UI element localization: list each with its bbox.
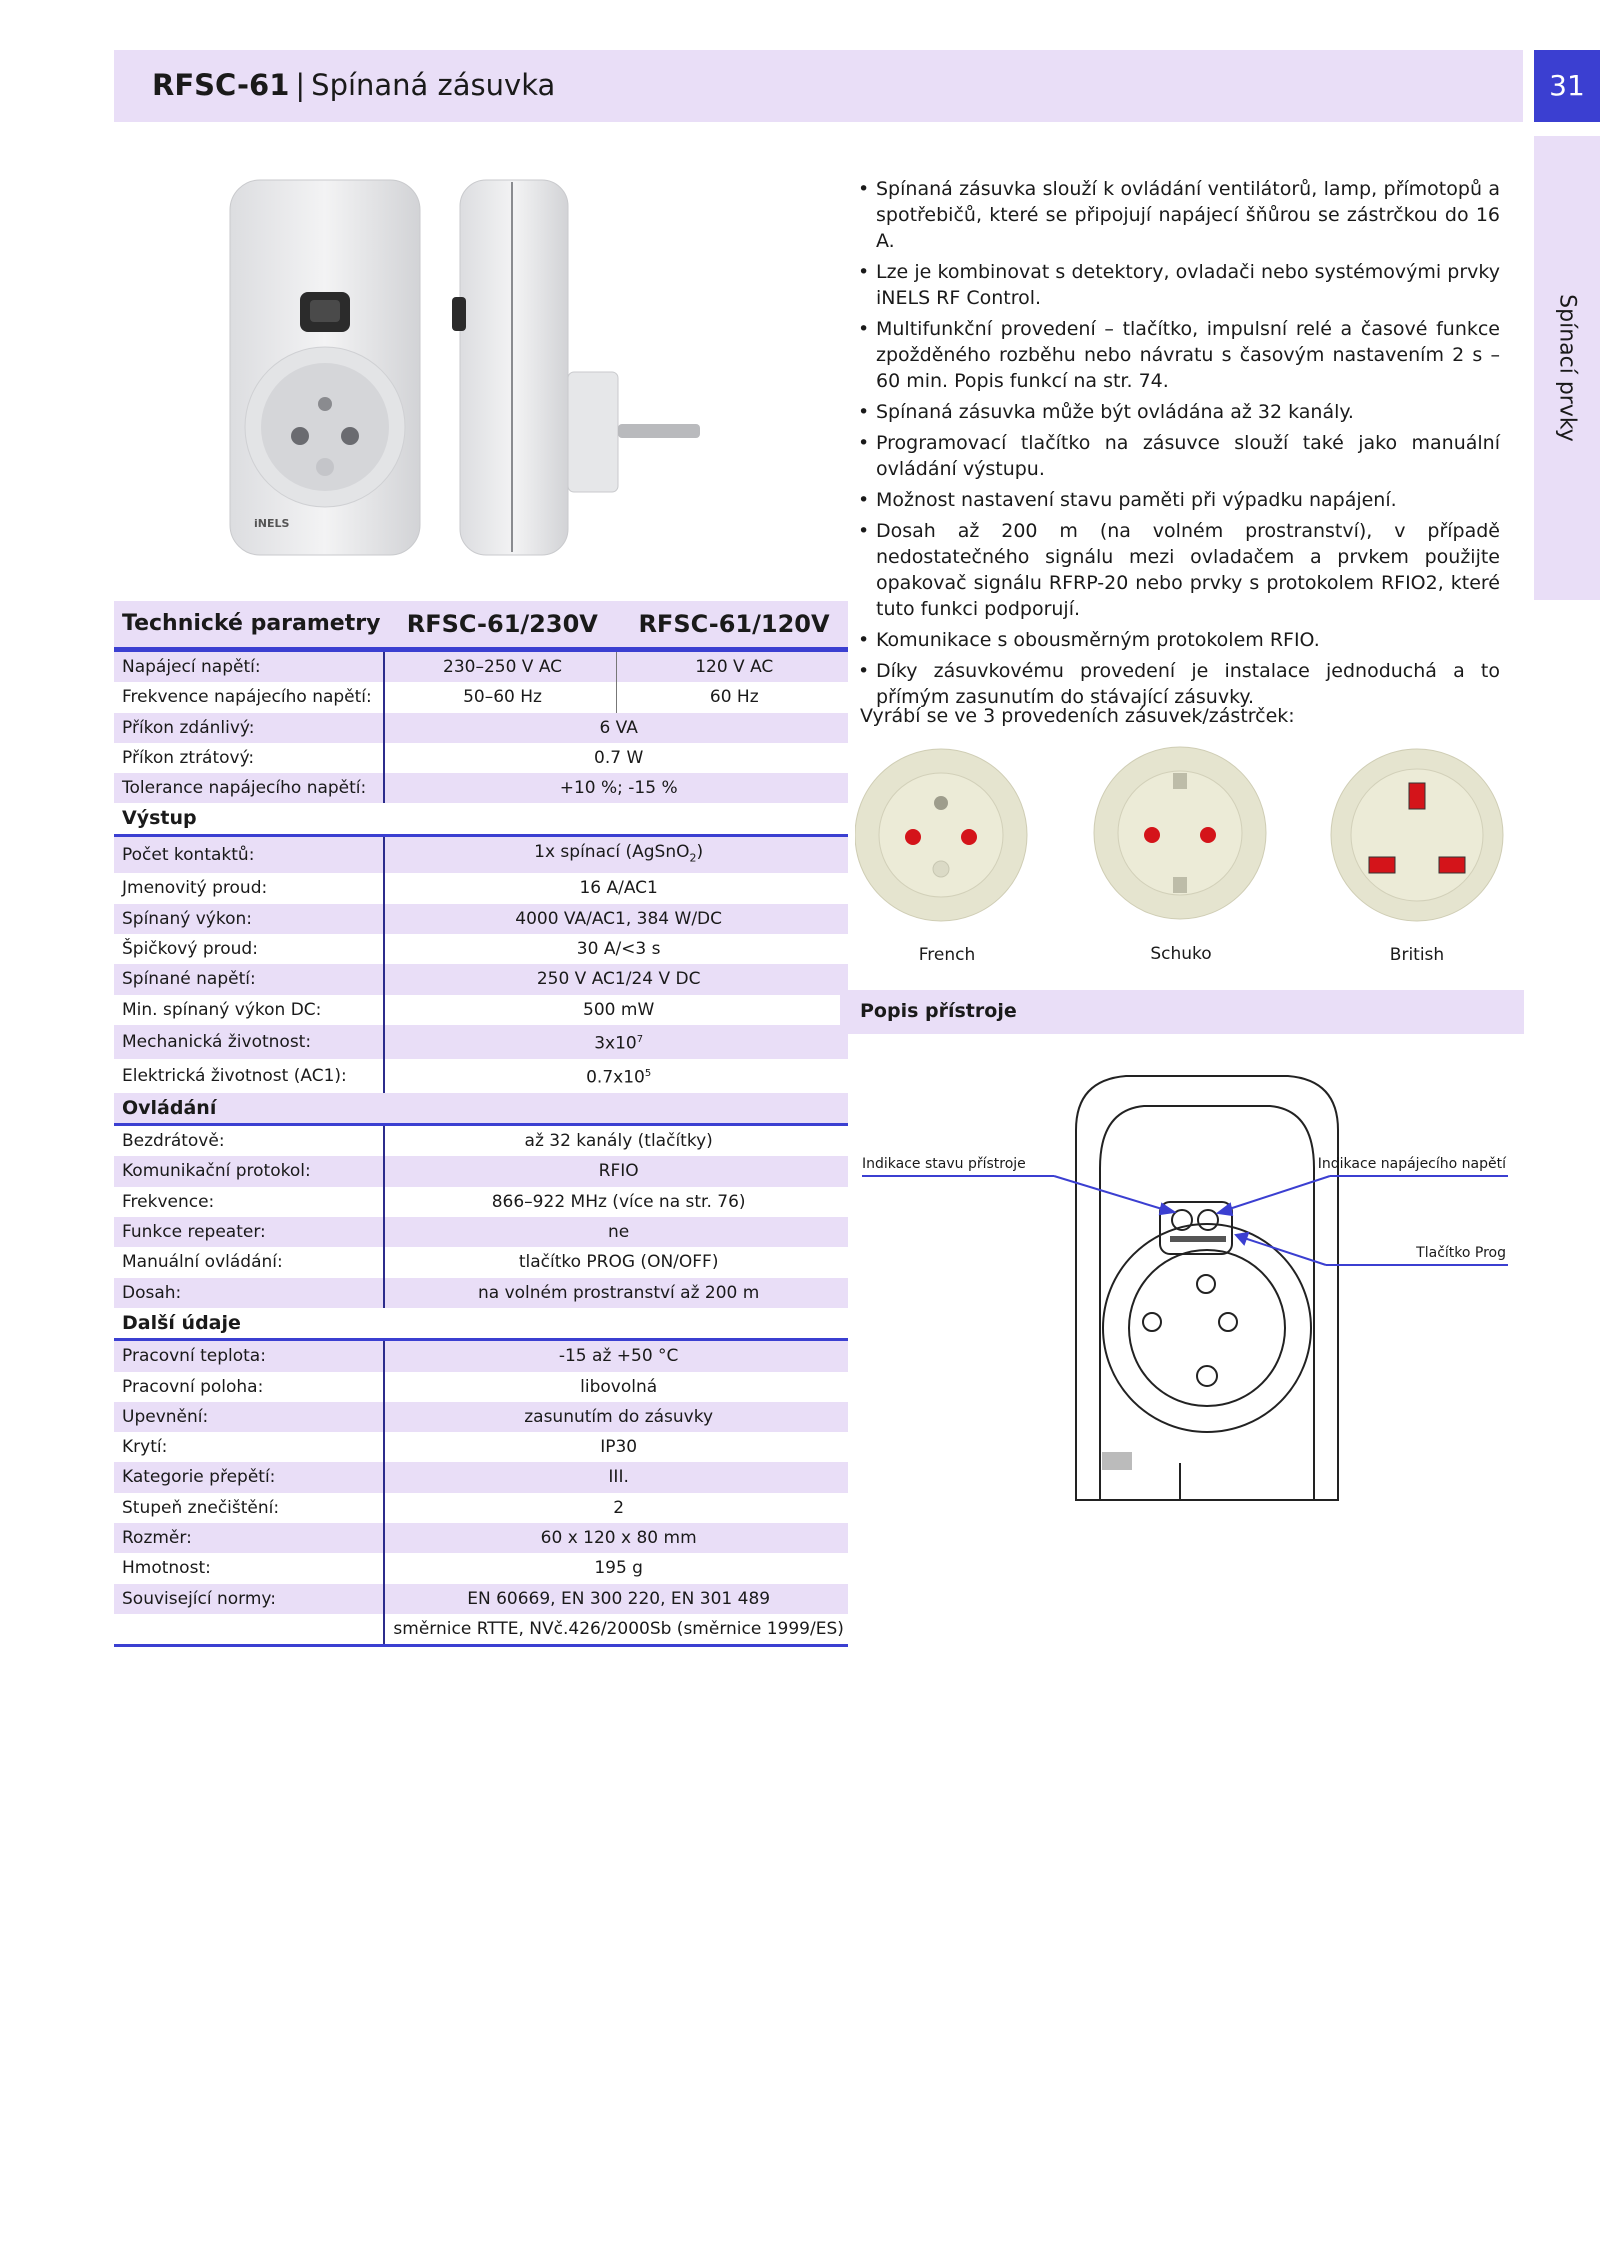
section-header: [114, 1308, 848, 1340]
table-row: [114, 1025, 848, 1059]
row-value: zasunutím do zásuvky: [384, 1402, 847, 1432]
list-item: • Dosah až 200 m (na volném prostranství), v případě nedostatečného signálu mezi ovladačem a prvkem použijte opakovač signálu RFRP-20 nebo prvky s protokolem RFIO2, které tuto funkci podporují.: [858, 518, 1500, 622]
row-value: 250 V AC1/24 V DC: [384, 964, 847, 994]
table-row: [114, 1059, 848, 1093]
row-label: Frekvence:: [114, 1187, 384, 1217]
page-title: [152, 68, 555, 102]
row-value: ne: [384, 1217, 847, 1247]
row-label: Dosah:: [114, 1278, 384, 1308]
elec-value: 0.7x10: [586, 1067, 645, 1088]
row-value: 195 g: [594, 1558, 643, 1579]
row-value-120v: 60 Hz: [709, 687, 759, 708]
table-row: [114, 1340, 848, 1372]
row-value: -15 až +50 °C: [384, 1340, 847, 1372]
table-row: [114, 1402, 848, 1432]
table-row: [114, 934, 848, 964]
table-row: [114, 1493, 848, 1523]
table-row: [114, 964, 848, 994]
table-row: [114, 873, 848, 903]
table-row: [114, 1462, 848, 1492]
row-value: [384, 1025, 847, 1059]
row-label: Tolerance napájecího napětí:: [114, 773, 384, 803]
table-row: [114, 1217, 848, 1247]
variant-label-schuko: Schuko: [1150, 944, 1212, 964]
description-title: Popis přístroje: [860, 1000, 1017, 1022]
row-label: Počet kontaktů:: [114, 835, 384, 873]
label-prog-button: Tlačítko Prog: [1416, 1245, 1506, 1261]
row-label: [114, 1614, 384, 1646]
row-value: 60 x 120 x 80 mm: [384, 1523, 847, 1553]
product-photos: [222, 172, 702, 562]
list-item: • Programovací tlačítko na zásuvce slouží také jako manuální ovládání výstupu.: [858, 430, 1500, 482]
contacts-value: 1x spínací (AgSnO: [534, 841, 690, 862]
product-side-view: [452, 180, 700, 555]
list-item: • Komunikace s obousměrným protokolem RFIO.: [858, 627, 1500, 653]
row-label: Kategorie přepětí:: [114, 1462, 384, 1492]
row-label: Pracovní teplota:: [114, 1340, 384, 1372]
row-value: 16 A/AC1: [579, 878, 658, 899]
col-header-230v: RFSC-61/230V: [384, 601, 616, 650]
row-label: Hmotnost:: [114, 1553, 384, 1583]
section-title-output: Výstup: [114, 803, 848, 835]
row-value: EN 60669, EN 300 220, EN 301 489: [384, 1584, 847, 1614]
list-item: • Spínaná zásuvka slouží k ovládání ventilátorů, lamp, přímotopů a spotřebičů, které se připojují napájecí šňůrou se zástrčkou do 16 A.: [858, 176, 1500, 254]
device-outline: [1076, 1076, 1338, 1500]
row-label: Příkon ztrátový:: [114, 743, 384, 773]
elec-exponent: 5: [644, 1067, 652, 1079]
row-value: 866–922 MHz (více na str. 76): [491, 1191, 746, 1212]
section-header: [114, 1093, 848, 1125]
row-value-120v: 120 V AC: [616, 650, 848, 683]
table-row: [114, 1553, 848, 1583]
row-value: III.: [384, 1462, 847, 1492]
col-header-120v: RFSC-61/120V: [616, 601, 848, 650]
list-item: • Lze je kombinovat s detektory, ovladači nebo systémovými prvky iNELS RF Control.: [858, 259, 1500, 311]
feature-list: [858, 176, 1500, 715]
variant-label-british: British: [1389, 945, 1445, 965]
section-header: [114, 803, 848, 835]
table-row: [114, 773, 848, 803]
section-title-other: Další údaje: [114, 1308, 848, 1340]
row-label: Krytí:: [114, 1432, 384, 1462]
row-label: Spínané napětí:: [114, 964, 384, 994]
row-label: Špičkový proud:: [114, 934, 384, 964]
variants-intro: Vyrábí se ve 3 provedeních zásuvek/zástrček:: [860, 705, 1295, 727]
list-item: • Možnost nastavení stavu paměti při výpadku napájení.: [858, 487, 1500, 513]
table-row: [114, 995, 848, 1025]
label-status-indicator: Indikace stavu přístroje: [862, 1156, 1026, 1172]
mech-value: 3x10: [594, 1033, 637, 1054]
variant-label-french: French: [918, 945, 976, 965]
british-socket-icon: [1331, 749, 1503, 921]
row-label: Stupeň znečištění:: [114, 1493, 384, 1523]
product-front-view: [230, 180, 420, 555]
row-label: Elektrická životnost (AC1):: [114, 1059, 384, 1093]
table-row: [114, 1614, 848, 1646]
row-label: Rozměr:: [114, 1523, 384, 1553]
device-diagram: [840, 1060, 1530, 1510]
table-row: [114, 1247, 848, 1277]
table-row: [114, 1523, 848, 1553]
page-header: [114, 50, 1523, 122]
row-label: Min. spínaný výkon DC:: [114, 995, 384, 1025]
table-row: [114, 835, 848, 873]
row-value: tlačítko PROG (ON/OFF): [518, 1252, 719, 1273]
row-value: 4000 VA/AC1, 384 W/DC: [384, 904, 847, 934]
row-value: až 32 kanály (tlačítky): [524, 1131, 713, 1152]
table-row: [114, 1125, 848, 1157]
table-row: [114, 1278, 848, 1308]
brand-logo-mark: [1102, 1452, 1132, 1470]
row-label: Frekvence napájecího napětí:: [114, 682, 384, 712]
row-value: 500 mW: [583, 999, 655, 1020]
row-label: Jmenovitý proud:: [114, 873, 384, 903]
row-label: Pracovní poloha:: [114, 1372, 384, 1402]
callout-lines: [862, 1176, 1508, 1265]
table-row: [114, 1584, 848, 1614]
french-socket-icon: [855, 749, 1027, 921]
row-value: na volném prostranství až 200 m: [384, 1278, 847, 1308]
spec-table-header: [114, 601, 848, 650]
row-label: Upevnění:: [114, 1402, 384, 1432]
table-row: [114, 743, 848, 773]
title-separator: |: [295, 68, 306, 102]
schuko-socket-icon: [1094, 747, 1266, 919]
table-row: [114, 650, 848, 683]
row-value: 30 A/<3 s: [576, 939, 661, 960]
socket-variants: [855, 745, 1515, 975]
row-value-230v: 50–60 Hz: [384, 682, 616, 712]
table-row: [114, 682, 848, 712]
row-value: libovolná: [580, 1376, 658, 1397]
row-label: Manuální ovládání:: [114, 1247, 384, 1277]
row-value: RFIO: [384, 1156, 847, 1186]
row-label: Bezdrátově:: [114, 1125, 384, 1157]
row-label: Napájecí napětí:: [114, 650, 384, 683]
list-item: • Díky zásuvkovému provedení je instalace jednoduchá a to přímým zasunutím do stávající zásuvky.: [858, 658, 1500, 710]
row-label: Funkce repeater:: [114, 1217, 384, 1247]
row-label: Spínaný výkon:: [114, 904, 384, 934]
row-value-230v: 230–250 V AC: [384, 650, 616, 683]
row-value: směrnice RTTE, NVč.426/2000Sb (směrnice 1999/ES): [384, 1614, 847, 1646]
side-tab: [1534, 136, 1600, 600]
spec-table-title: Technické parametry: [114, 601, 384, 650]
row-value: [384, 1059, 847, 1093]
table-row: [114, 1372, 848, 1402]
prog-button-label-mark: [1170, 1236, 1226, 1242]
row-value: 6 VA: [384, 713, 847, 743]
contacts-value-end: ): [696, 841, 704, 862]
page-number: 31: [1534, 50, 1600, 122]
label-power-indicator: Indikace napájecího napětí: [1317, 1156, 1506, 1172]
row-value: IP30: [600, 1437, 638, 1458]
list-item: • Multifunkční provedení – tlačítko, impulsní relé a časové funkce zpožděného rozběhu nebo návratu s časovým nastavením 2 s – 60 min. Popis funkcí na str. 74.: [858, 316, 1500, 394]
table-row: [114, 1187, 848, 1217]
table-row: [114, 1156, 848, 1186]
side-tab-label: Spínací prvky: [1554, 294, 1580, 442]
section-title-control: Ovládání: [114, 1093, 848, 1125]
row-value: +10 %; -15 %: [384, 773, 847, 803]
brand-logo: iNELS: [254, 517, 290, 530]
row-label: Příkon zdánlivý:: [114, 713, 384, 743]
table-row: [114, 904, 848, 934]
row-value: 2: [613, 1497, 625, 1518]
row-label: Související normy:: [114, 1584, 384, 1614]
row-value: [384, 835, 847, 873]
row-label: Komunikační protokol:: [114, 1156, 384, 1186]
contacts-subscript: 2: [689, 851, 697, 865]
mech-exponent: 7: [636, 1033, 644, 1045]
model-name: RFSC-61: [152, 68, 290, 102]
description-header: [840, 990, 1524, 1034]
row-value: 0.7 W: [594, 747, 644, 768]
row-label: Mechanická životnost:: [114, 1025, 384, 1059]
spec-table: [114, 601, 848, 1647]
table-row: [114, 713, 848, 743]
list-item: • Spínaná zásuvka může být ovládána až 32 kanály.: [858, 399, 1500, 425]
table-row: [114, 1432, 848, 1462]
product-title: Spínaná zásuvka: [311, 68, 556, 102]
